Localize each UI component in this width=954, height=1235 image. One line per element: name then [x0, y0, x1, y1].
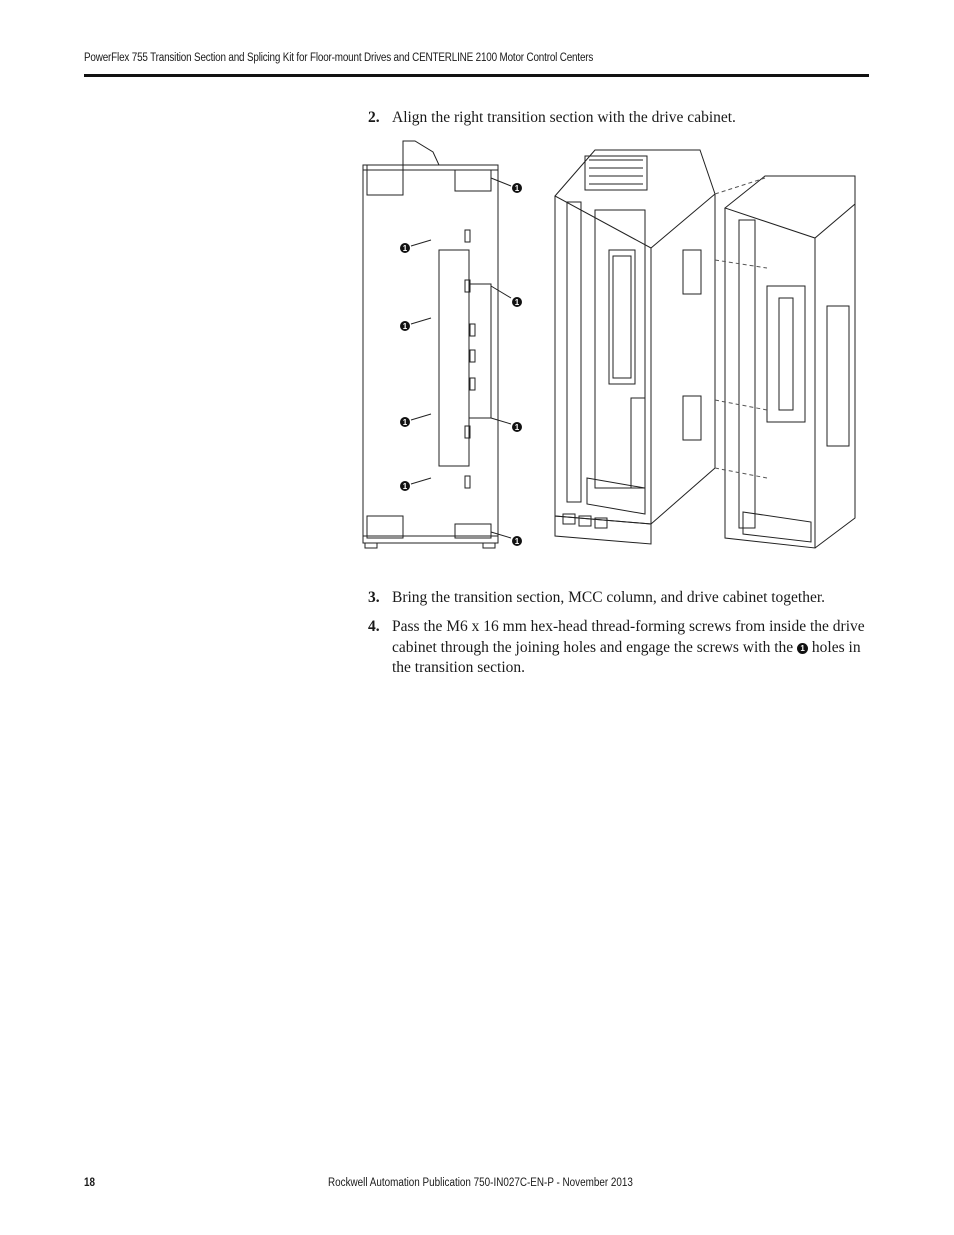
callout-marker: [512, 183, 522, 193]
svg-text:1: 1: [514, 537, 520, 546]
step-number: 2.: [368, 109, 380, 126]
transition-drive-cabinet-illustration: [355, 138, 865, 550]
step-text: Bring the transition section, MCC column, and drive cabinet together.: [392, 589, 826, 606]
svg-text:1: 1: [402, 244, 408, 253]
step-text-part: Pass the M6 x 16 mm hex-head thread-forming screws from inside the drive cabinet through the joining holes and engage the screws with the: [392, 618, 865, 656]
callout-marker: [512, 297, 522, 307]
transition-side-panel: [363, 165, 498, 543]
callout-marker: [512, 422, 522, 432]
step-number: 4.: [368, 618, 380, 635]
step-text-part: holes in the transition section.: [392, 638, 861, 676]
callout-marker: [512, 536, 522, 546]
callout-marker: [400, 243, 410, 253]
step-text: [392, 617, 868, 679]
callout-marker: [400, 417, 410, 427]
header-rule: [84, 74, 869, 77]
cabinet-alignment-figure: [355, 138, 865, 550]
drive-cabinet-side-panel: [827, 306, 849, 446]
svg-text:1: 1: [402, 322, 408, 331]
svg-text:1: 1: [514, 298, 520, 307]
step-4: [368, 617, 868, 679]
callout-marker: [400, 481, 410, 491]
page-number: 18: [84, 1177, 96, 1189]
step-text: Align the right transition section with the drive cabinet.: [392, 109, 736, 126]
svg-text:1: 1: [402, 482, 408, 491]
svg-text:1: 1: [402, 418, 408, 427]
step-number: 3.: [368, 589, 380, 606]
mcc-top-vent: [585, 156, 647, 190]
callout-marker: [400, 321, 410, 331]
svg-text:1: 1: [514, 184, 520, 193]
step-3: [368, 588, 868, 609]
transition-top-bracket: [403, 141, 439, 165]
step-2: [368, 108, 868, 129]
callout-marker-inline: 1: [797, 643, 808, 654]
running-header: PowerFlex 755 Transition Section and Splicing Kit for Floor-mount Drives and CENTERLINE 2100 Motor Control Centers: [84, 52, 594, 64]
mcc-base: [555, 516, 651, 544]
svg-text:1: 1: [514, 423, 520, 432]
publication-footer: Rockwell Automation Publication 750-IN027C-EN-P - November 2013: [328, 1177, 633, 1189]
